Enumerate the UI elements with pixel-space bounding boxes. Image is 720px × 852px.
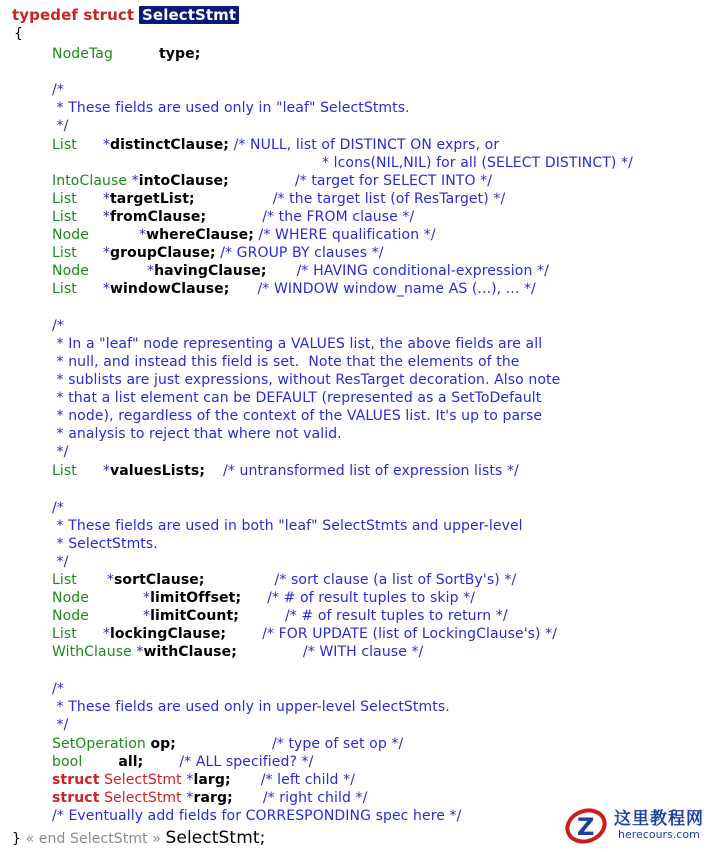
code-line-locking: List *lockingClause; /* FOR UPDATE (list of LockingClause's) */ <box>52 626 558 642</box>
comment-line: /* <box>52 82 64 98</box>
comment-line: * null, and instead this field is set. Note that the elements of the <box>52 354 520 370</box>
code-line-limitcount: Node *limitCount; /* # of result tuples to return */ <box>52 608 508 624</box>
code-line-rarg: struct SelectStmt *rarg; /* right child */ <box>52 790 368 806</box>
watermark-logo <box>562 800 712 848</box>
comment-line: * analysis to reject that where not valid. <box>52 426 342 442</box>
code-line-distinct: List *distinctClause; /* NULL, list of DISTINCT ON exprs, or <box>52 137 500 153</box>
open-brace: { <box>14 26 24 42</box>
comment-line: */ <box>52 444 69 460</box>
comment-line: * that a list element can be DEFAULT (represented as a SetToDefault <box>52 390 542 406</box>
code-line-op: SetOperation op; /* type of set op */ <box>52 736 404 752</box>
herecours-logo-icon <box>562 800 614 848</box>
code-line-having: Node *havingClause; /* HAVING conditional-expression */ <box>52 263 549 279</box>
typedef-line <box>12 6 239 24</box>
watermark-domain-text: herecours.com <box>618 828 700 841</box>
comment-line: /* Eventually add fields for CORRESPONDING spec here */ <box>52 808 462 824</box>
svg-text:Z: Z <box>577 813 595 841</box>
code-line-target: List *targetList; /* the target list (of ResTarget) */ <box>52 191 506 207</box>
code-line-larg: struct SelectStmt *larg; /* left child */ <box>52 772 356 788</box>
comment-line: * These fields are used only in "leaf" SelectStmts. <box>52 100 410 116</box>
code-line-limitoffset: Node *limitOffset; /* # of result tuples to skip */ <box>52 590 476 606</box>
typedef-keyword: typedef struct <box>12 6 135 24</box>
struct-name-footer: SelectStmt; <box>165 828 266 848</box>
watermark-chinese-text: 这里教程网 <box>614 809 704 829</box>
comment-line: */ <box>52 554 69 570</box>
end-note[interactable]: « end SelectStmt » <box>25 831 161 847</box>
comment-line: */ <box>52 118 69 134</box>
code-line-sort: List *sortClause; /* sort clause (a list of SortBy's) */ <box>52 572 517 588</box>
code-line-where: Node *whereClause; /* WHERE qualification */ <box>52 227 436 243</box>
comment-line: * These fields are used in both "leaf" SelectStmts and upper-level <box>52 518 523 534</box>
comment-line: /* <box>52 318 64 334</box>
code-line-window: List *windowClause; /* WINDOW window_name AS (...), ... */ <box>52 281 536 297</box>
code-line-with: WithClause *withClause; /* WITH clause */ <box>52 644 424 660</box>
comment-line: */ <box>52 717 69 733</box>
comment-line: /* <box>52 500 64 516</box>
code-line-1: NodeTag type; <box>52 46 201 62</box>
comment-line: * In a "leaf" node representing a VALUES list, the above fields are all <box>52 336 543 352</box>
comment-line: * sublists are just expressions, without ResTarget decoration. Also note <box>52 372 561 388</box>
comment-line: * node), regardless of the context of the VALUES list. It's up to parse <box>52 408 543 424</box>
code-line-into: IntoClause *intoClause; /* target for SELECT INTO */ <box>52 173 493 189</box>
code-line-all: bool all; /* ALL specified? */ <box>52 754 314 770</box>
selected-struct-name[interactable]: SelectStmt <box>139 6 239 24</box>
code-line-from: List *fromClause; /* the FROM clause */ <box>52 209 415 225</box>
code-line-group: List *groupClause; /* GROUP BY clauses */ <box>52 245 384 261</box>
comment-line: * lcons(NIL,NIL) for all (SELECT DISTINCT) */ <box>322 155 633 171</box>
comment-line: /* <box>52 681 64 697</box>
struct-end-line: } « end SelectStmt » SelectStmt; <box>12 828 266 848</box>
comment-line: * These fields are used only in upper-level SelectStmts. <box>52 699 450 715</box>
comment-line: * SelectStmts. <box>52 536 158 552</box>
code-line-values: List *valuesLists; /* untransformed list of expression lists */ <box>52 463 519 479</box>
